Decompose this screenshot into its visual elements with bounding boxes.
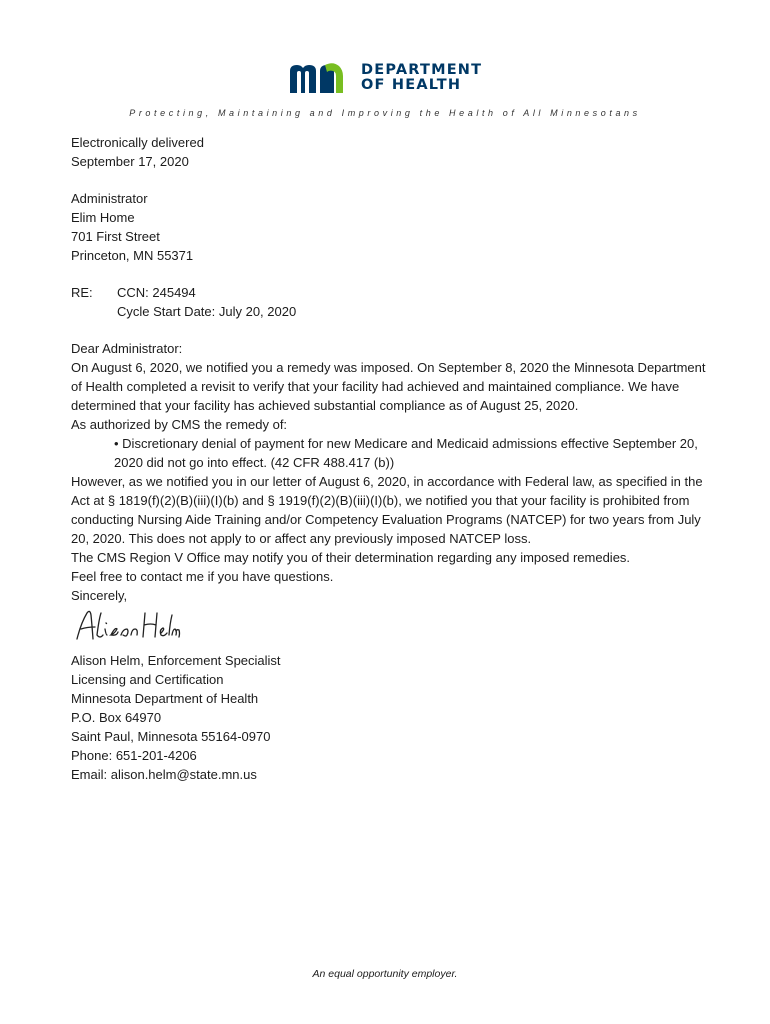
paragraph-1: On August 6, 2020, we notified you a remedy was imposed. On September 8, 2020 the Minnesota Department of Health completed a revisit to verify that your facility had achieved and maintained compliance. We have determined that your facility has achieved substantial compliance as of August 25, 2020.: [71, 360, 706, 413]
sender-email: Email: alison.helm@state.mn.us: [71, 767, 257, 782]
recipient-line: Princeton, MN 55371: [71, 248, 194, 263]
sender-line: Licensing and Certification: [71, 672, 224, 687]
paragraph-4: The CMS Region V Office may notify you of their determination regarding any imposed remedies.: [71, 550, 631, 565]
recipient-address: [71, 189, 711, 265]
recipient-line: Elim Home: [71, 210, 135, 225]
logo-line-2: OF HEALTH: [361, 77, 462, 93]
sender-line: Minnesota Department of Health: [71, 691, 259, 706]
re-block: [71, 283, 711, 321]
letter-date: September 17, 2020: [71, 154, 189, 169]
recipient-line: Administrator: [71, 191, 148, 206]
logo-line-1: DEPARTMENT: [361, 62, 483, 78]
footer-note: An equal opportunity employer.: [312, 968, 458, 980]
closing: Sincerely,: [71, 588, 128, 603]
logo-wordmark: [361, 63, 482, 93]
sender-line: Phone: 651-201-4206: [71, 748, 197, 763]
letter-body: [71, 133, 711, 784]
handwritten-signature: [71, 605, 711, 647]
mdh-logo: [289, 62, 489, 98]
paragraph-5: Feel free to contact me if you have questions.: [71, 569, 334, 584]
re-line: CCN: 245494: [117, 285, 196, 300]
recipient-line: 701 First Street: [71, 229, 160, 244]
sender-line: P.O. Box 64970: [71, 710, 162, 725]
remedy-bullet: • Discretionary denial of payment for new Medicare and Medicaid admissions effective September 20, 2020 did not go into effect. (42 CFR 488.417 (b)): [114, 436, 698, 470]
paragraph-3: However, as we notified you in our letter of August 6, 2020, in accordance with Federal law, as specified in the Act at § 1819(f)(2)(B)(iii)(I)(b) and § 1919(f)(2)(B)(iii)(I)(b), we notified you that your facility is prohibited from conducting Nursing Aide Training and/or Competency Evaluation Programs (NATCEP) for two years from July 20, 2020. This does not apply to or affect any previously imposed NATCEP loss.: [71, 474, 703, 546]
re-label: RE:: [71, 285, 93, 300]
paragraph-2: As authorized by CMS the remedy of:: [71, 417, 288, 432]
sender-block: [71, 651, 711, 784]
re-details: [117, 283, 296, 321]
salutation: Dear Administrator:: [71, 341, 183, 356]
mn-logo-icon: [289, 62, 355, 94]
delivery-method: Electronically delivered: [71, 135, 204, 150]
date-block: [71, 133, 711, 171]
tagline: Protecting, Maintaining and Improving the Health of All Minnesotans: [129, 108, 641, 118]
sender-line: Alison Helm, Enforcement Specialist: [71, 653, 281, 668]
sender-line: Saint Paul, Minnesota 55164-0970: [71, 729, 271, 744]
re-line: Cycle Start Date: July 20, 2020: [117, 304, 297, 319]
